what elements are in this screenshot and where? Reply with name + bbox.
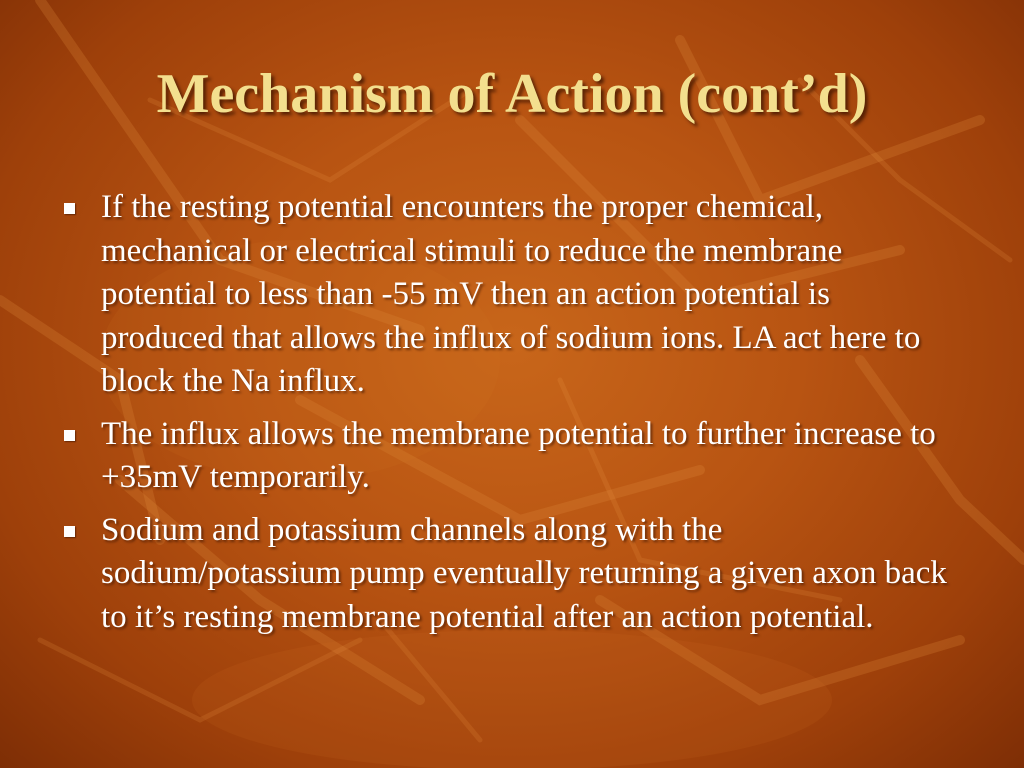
bullet-text: Sodium and potassium channels along with the sodium/potassium pump eventually returning a given axon back to it’s resting membrane potential after an action potential. bbox=[101, 511, 947, 635]
square-bullet-icon bbox=[64, 430, 75, 441]
bullet-item bbox=[60, 186, 960, 404]
bullet-item bbox=[60, 509, 960, 640]
slide-title: Mechanism of Action (cont’d) bbox=[156, 63, 868, 125]
bullet-item bbox=[60, 413, 960, 500]
bullet-text: If the resting potential encounters the proper chemical, mechanical or electrical stimuli to reduce the membrane potential to less than -55 mV then an action potential is produced that allows the influx of sodium ions. LA act here to block the Na influx. bbox=[101, 189, 921, 399]
square-bullet-icon bbox=[64, 526, 75, 537]
bullet-list bbox=[60, 186, 960, 648]
square-bullet-icon bbox=[64, 203, 75, 214]
bullet-text: The influx allows the membrane potential to further increase to +35mV temporarily. bbox=[101, 415, 936, 495]
